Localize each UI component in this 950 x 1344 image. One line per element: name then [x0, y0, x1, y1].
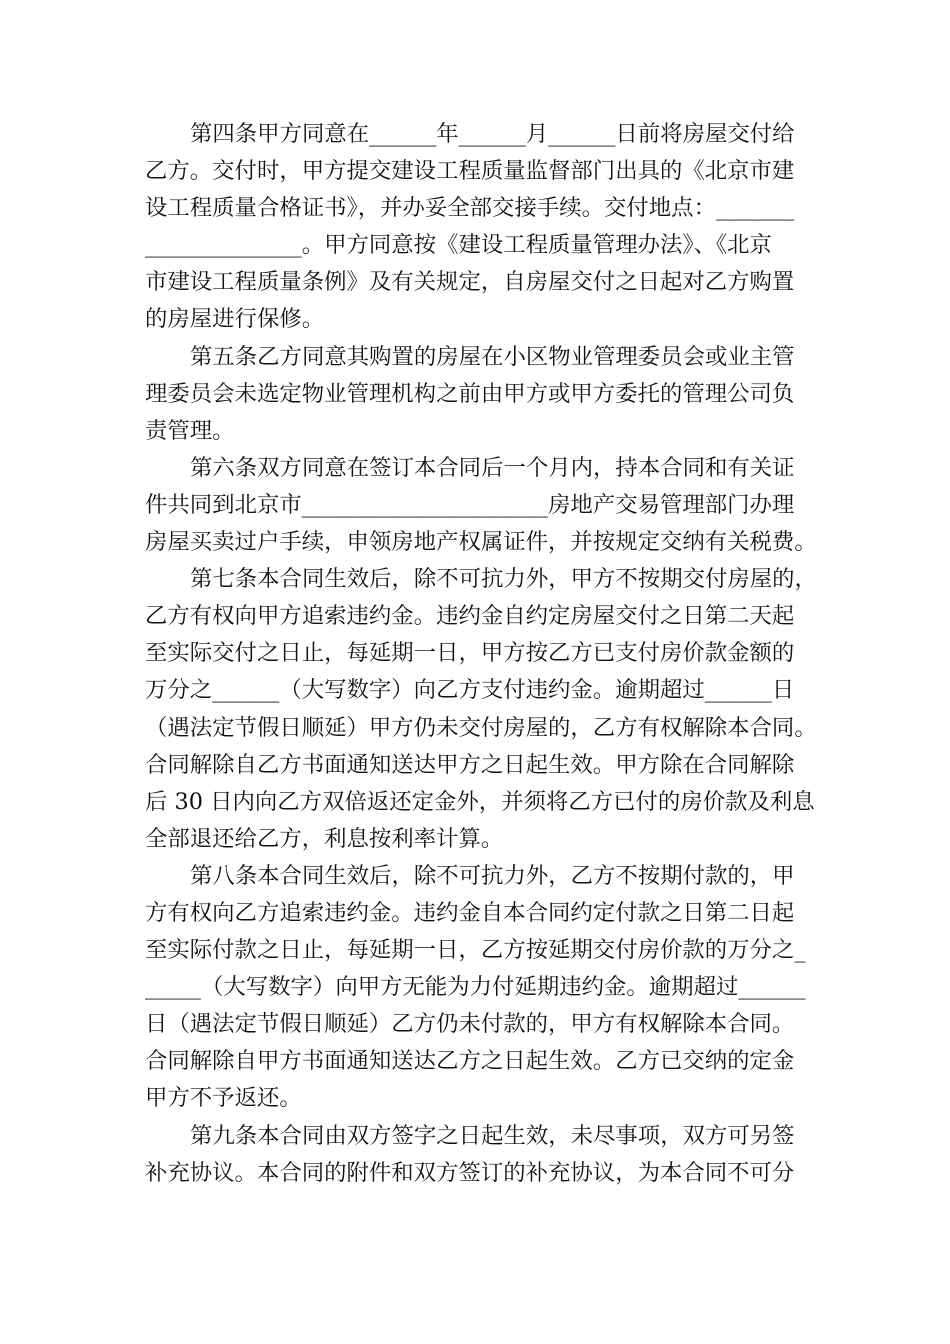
text-line: 后 30 日内向乙方双倍返还定金外，并须将乙方已付的房价款及利息 [145, 788, 815, 815]
text-line: 房屋买卖过户手续，申领房地产权属证件，并按规定交纳有关税费。 [145, 529, 817, 556]
text-line: 乙方有权向甲方追索违约金。违约金自约定房屋交付之日第二天起 [145, 603, 795, 630]
text-line: 全部退还给乙方，利息按利率计算。 [145, 825, 504, 852]
text-line: 第九条本合同由双方签字之日起生效，未尽事项，双方可另签 [190, 1122, 795, 1149]
text-line: 第六条双方同意在签订本合同后一个月内，持本合同和有关证 [190, 454, 795, 481]
text-line: 方有权向乙方追索违约金。违约金自本合同约定付款之日第二日起 [145, 899, 795, 926]
text-line: 责管理。 [145, 417, 235, 444]
text-line: 合同解除自甲方书面通知送达乙方之日起生效。乙方已交纳的定金 [145, 1048, 795, 1075]
text-line: （遇法定节假日顺延）甲方仍未交付房屋的，乙方有权解除本合同。 [145, 714, 817, 741]
text-line: 理委员会未选定物业管理机构之前由甲方或甲方委托的管理公司负 [145, 380, 795, 407]
text-line: 第七条本合同生效后，除不可抗力外，甲方不按期交付房屋的， [190, 566, 817, 593]
text-line: 万分之______（大写数字）向乙方支付违约金。逾期超过______日 [145, 677, 795, 704]
text-line: 乙方。交付时，甲方提交建设工程质量监督部门出具的《北京市建 [145, 158, 795, 185]
text-line: 补充协议。本合同的附件和双方签订的补充协议，为本合同不可分 [145, 1159, 795, 1186]
text-line: 第五条乙方同意其购置的房屋在小区物业管理委员会或业主管 [190, 343, 795, 370]
text-line: 件共同到北京市______________________房地产交易管理部门办理 [145, 491, 795, 518]
text-line: ______________。甲方同意按《建设工程质量管理办法》、《北京 [145, 232, 772, 259]
text-line: 设工程质量合格证书》，并办妥全部交接手续。交付地点：_______ [145, 195, 795, 222]
text-line: 的房屋进行保修。 [145, 306, 325, 333]
text-line: 第四条甲方同意在______年______月______日前将房屋交付给 [190, 121, 795, 147]
text-line: 合同解除自乙方书面通知送达甲方之日起生效。甲方除在合同解除 [145, 751, 795, 778]
text-line: 日（遇法定节假日顺延）乙方仍未付款的，甲方有权解除本合同。 [145, 1011, 795, 1038]
text-line: 至实际交付之日止，每延期一日，甲方按乙方已支付房价款金额的 [145, 640, 795, 667]
text-line: _____（大写数字）向甲方无能为力付延期违约金。逾期超过______ [145, 974, 806, 1001]
text-line: 市建设工程质量条例》及有关规定，自房屋交付之日起对乙方购置 [145, 269, 795, 296]
text-line: 至实际付款之日止，每延期一日，乙方按延期交付房价款的万分之_ [145, 937, 806, 964]
contract-text [145, 116, 825, 1192]
text-line: 甲方不予返还。 [145, 1085, 302, 1112]
text-line: 第八条本合同生效后，除不可抗力外，乙方不按期付款的，甲 [190, 862, 795, 889]
